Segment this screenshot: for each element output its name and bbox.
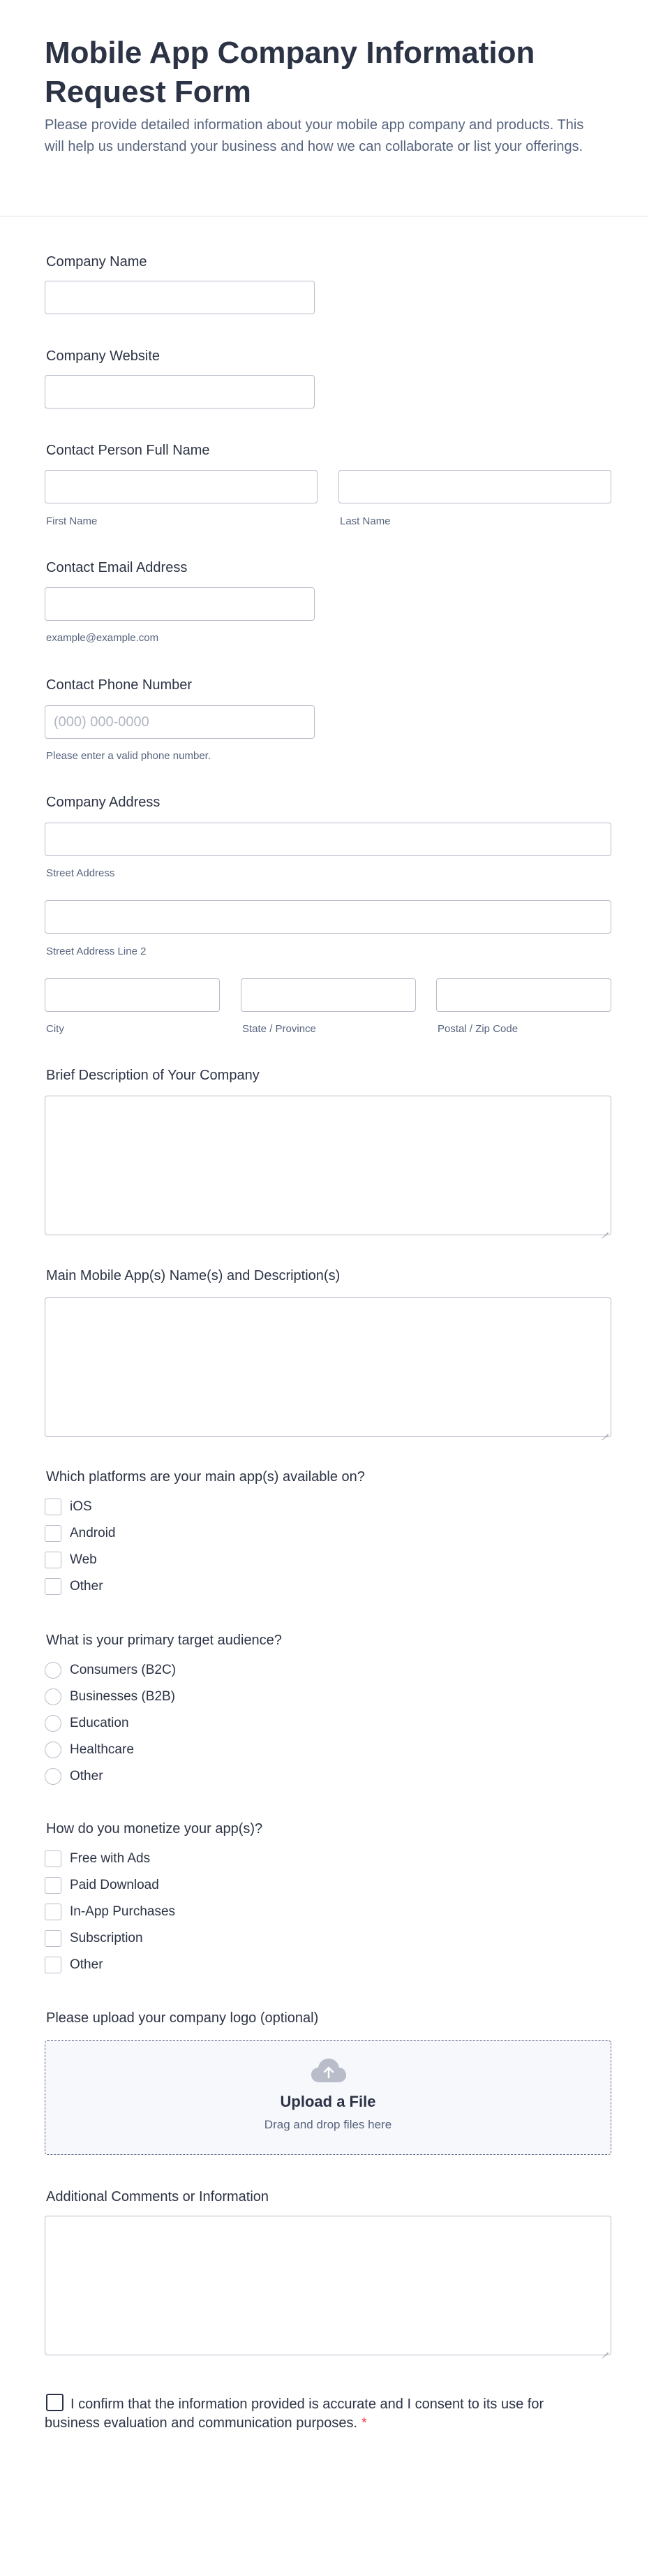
monetize-option-paid[interactable]: Paid Download (45, 1876, 159, 1894)
company-description-textarea[interactable] (45, 1096, 611, 1235)
city-sublabel: City (46, 1023, 64, 1035)
consent-field[interactable] (45, 2394, 547, 2433)
consent-text: I confirm that the information provided is accurate and I consent to its use for business evaluation and communication purposes. (45, 2397, 544, 2431)
radio[interactable] (45, 1742, 61, 1758)
first-name-sublabel: First Name (46, 515, 98, 527)
audience-option-healthcare[interactable]: Healthcare (45, 1741, 134, 1759)
platform-option-web[interactable]: Web (45, 1551, 97, 1569)
state-input[interactable] (241, 978, 416, 1012)
checkbox[interactable] (45, 1930, 61, 1947)
audience-label: What is your primary target audience? (46, 1633, 282, 1648)
phone-sublabel: Please enter a valid phone number. (46, 750, 211, 762)
platform-option-ios[interactable]: iOS (45, 1498, 92, 1516)
main-apps-label: Main Mobile App(s) Name(s) and Description(s) (46, 1268, 341, 1283)
audience-option-education[interactable]: Education (45, 1714, 129, 1732)
audience-option-b2b[interactable]: Businesses (B2B) (45, 1688, 175, 1706)
form-description: Please provide detailed information about your mobile app company and products. This will help us understand your business and how we can collaborate or list your offerings. (45, 117, 584, 154)
checkbox[interactable] (45, 1499, 61, 1515)
radio[interactable] (45, 1768, 61, 1785)
last-name-input[interactable] (338, 470, 611, 503)
state-sublabel: State / Province (242, 1023, 316, 1035)
contact-phone-label: Contact Phone Number (46, 677, 193, 693)
city-input[interactable] (45, 978, 220, 1012)
checkbox[interactable] (45, 1525, 61, 1542)
company-address-label: Company Address (46, 795, 161, 810)
checkbox[interactable] (45, 1552, 61, 1568)
street-address-line2-input[interactable] (45, 900, 611, 934)
logo-upload-label: Please upload your company logo (optional) (46, 2010, 319, 2026)
radio[interactable] (45, 1662, 61, 1679)
last-name-sublabel: Last Name (340, 515, 391, 527)
platform-option-android[interactable]: Android (45, 1524, 116, 1543)
platform-option-other[interactable]: Other (45, 1577, 103, 1596)
contact-name-label: Contact Person Full Name (46, 443, 210, 458)
street-address-sublabel: Street Address (46, 867, 115, 879)
email-input[interactable] (45, 587, 315, 621)
checkbox[interactable] (45, 1957, 61, 1973)
monetize-label: How do you monetize your app(s)? (46, 1821, 263, 1837)
zip-input[interactable] (436, 978, 611, 1012)
monetize-option-subscription[interactable]: Subscription (45, 1929, 143, 1948)
comments-textarea[interactable] (45, 2216, 611, 2355)
zip-sublabel: Postal / Zip Code (438, 1023, 519, 1035)
consent-checkbox[interactable] (46, 2394, 64, 2411)
street-address-line2-sublabel: Street Address Line 2 (46, 945, 147, 957)
company-website-input[interactable] (45, 375, 315, 409)
email-sublabel: example@example.com (46, 632, 159, 644)
company-description-label: Brief Description of Your Company (46, 1068, 260, 1083)
phone-input[interactable]: (000) 000-0000 (45, 705, 315, 739)
checkbox[interactable] (45, 1877, 61, 1894)
radio[interactable] (45, 1688, 61, 1705)
audience-option-other[interactable]: Other (45, 1767, 103, 1786)
file-upload-dropzone[interactable] (45, 2040, 611, 2155)
street-address-input[interactable] (45, 823, 611, 856)
upload-subtitle: Drag and drop files here (264, 2118, 392, 2131)
radio[interactable] (45, 1715, 61, 1732)
cloud-upload-icon (311, 2058, 347, 2083)
upload-title: Upload a File (280, 2093, 376, 2110)
resize-handle-icon[interactable] (602, 1427, 609, 1434)
monetize-option-iap[interactable]: In-App Purchases (45, 1903, 175, 1921)
company-website-label: Company Website (46, 348, 161, 364)
first-name-input[interactable] (45, 470, 318, 503)
main-apps-textarea[interactable] (45, 1297, 611, 1437)
contact-email-label: Contact Email Address (46, 560, 188, 575)
form-header (0, 0, 649, 216)
monetize-option-ads[interactable]: Free with Ads (45, 1850, 150, 1868)
required-asterisk: * (361, 2415, 367, 2431)
checkbox[interactable] (45, 1850, 61, 1867)
comments-label: Additional Comments or Information (46, 2189, 269, 2205)
company-name-input[interactable] (45, 281, 315, 314)
checkbox[interactable] (45, 1578, 61, 1595)
form-title: Mobile App Company Information Request Form (45, 36, 535, 109)
monetize-option-other[interactable]: Other (45, 1956, 103, 1974)
resize-handle-icon[interactable] (602, 1226, 609, 1232)
audience-option-b2c[interactable]: Consumers (B2C) (45, 1661, 176, 1679)
resize-handle-icon[interactable] (602, 2346, 609, 2353)
company-name-label: Company Name (46, 254, 147, 270)
platforms-label: Which platforms are your main app(s) available on? (46, 1469, 365, 1485)
checkbox[interactable] (45, 1904, 61, 1920)
